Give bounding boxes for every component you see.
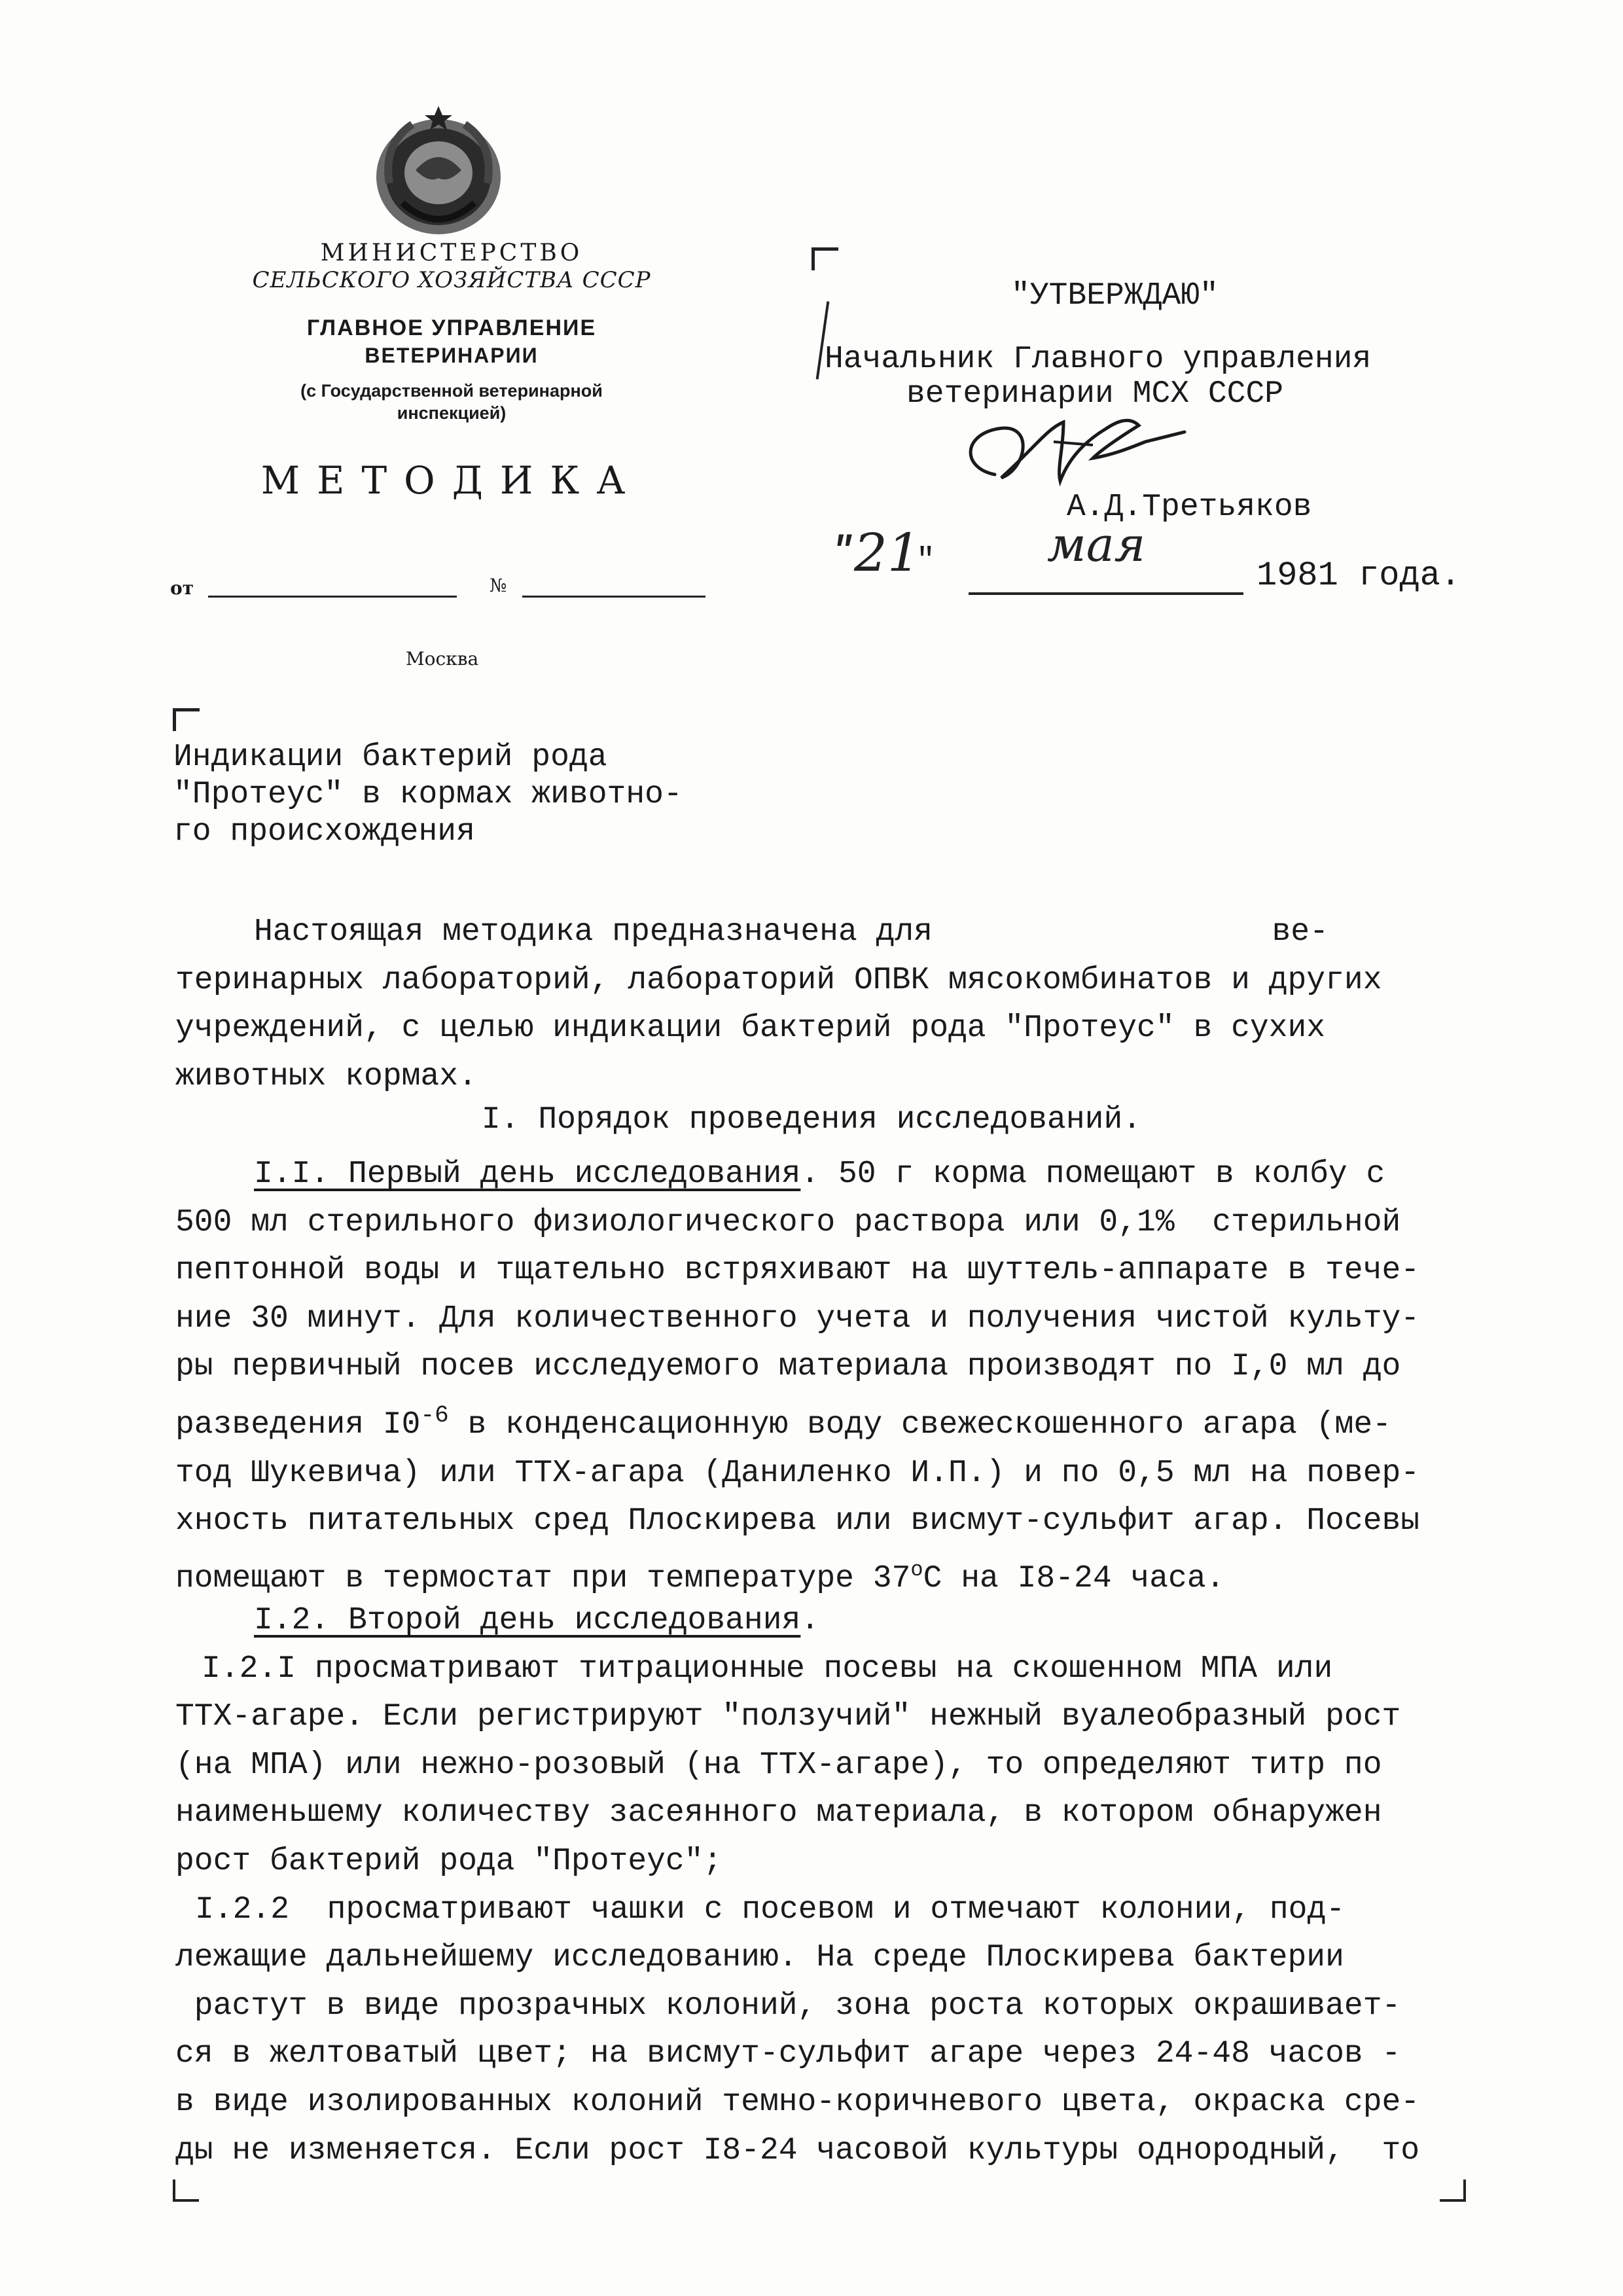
date-open-quote: ": [831, 530, 853, 572]
city-label: Москва: [406, 648, 479, 670]
intro-line: животных кормах.: [175, 1058, 477, 1094]
section-1-2-1-line: I.2.I просматривают титрационные посевы на скошенном МПА или: [202, 1651, 1333, 1687]
intro-paragraph: [175, 908, 1471, 1101]
corner-mark-bottom-left: [173, 2179, 199, 2202]
section-1-1-heading: I.I. Первый день исследования: [254, 1157, 801, 1192]
temperature-post: С на I8-24 часа.: [923, 1560, 1225, 1596]
section-1-1-line: 500 мл стерильного физиологического раствора или 0,1% стерильной: [175, 1204, 1401, 1240]
section-1-1-line: пептонной воды и тщательно встряхивают на шуттель-аппарате в тече-: [175, 1253, 1420, 1289]
department-subtitle: ВЕТЕРИНАРИИ: [365, 344, 539, 367]
section-1-2-2-line: I.2.2 просматривают чашки с посевом и отмечают колонии, под-: [195, 1892, 1346, 1928]
date-year: 1981 года.: [1257, 556, 1461, 595]
section-1-2-heading-line: [175, 1597, 1471, 1645]
department-note: [249, 380, 654, 424]
section-1-2-1-line: рост бактерий рода "Протеус";: [175, 1843, 722, 1879]
section-1-1-line: хность питательных сред Плоскирева или висмут-сульфит агар. Посевы: [175, 1503, 1420, 1539]
intro-line: теринарных лабораторий, лабораторий ОПВК мясокомбинатов и других: [175, 962, 1382, 998]
corner-mark-title: [173, 708, 200, 731]
intro-line: Настоящая методика предназначена для ве-: [254, 914, 1329, 950]
approver-position: Начальник Главного управления: [825, 342, 1372, 377]
ministry-name: МИНИСТЕРСТВО: [320, 240, 583, 266]
dilution-exponent: -6: [420, 1401, 449, 1429]
section-1-1-dilution-line: [175, 1391, 1471, 1450]
approval-title: "УТВЕРЖДАЮ": [1011, 278, 1219, 314]
section-1-2-2-line: ды не изменяется. Если рост I8-24 часовой культуры однородный, то: [175, 2132, 1420, 2168]
approver-organization: ветеринарии МСХ СССР: [906, 376, 1284, 412]
method-title-line2: "Протеус" в кормах животно-: [173, 777, 683, 812]
section-1-title: I. Порядок проведения исследований.: [481, 1102, 1142, 1138]
number-field-line: [522, 596, 705, 598]
date-month-handwritten: мая: [1047, 517, 1146, 572]
dilution-pre: разведения I0: [175, 1407, 421, 1443]
section-1-2-2-line: лежащие дальнейшему исследованию. На среде Плоскирева бактерии: [175, 1940, 1344, 1976]
temperature-pre: помещают в термостат при температуре 37: [175, 1560, 911, 1596]
section-1-1-line: ние 30 минут. Для количественного учета и получения чистой культу-: [175, 1300, 1420, 1336]
section-1-1: [175, 1151, 1471, 1603]
date-day-handwritten: 21: [854, 522, 921, 583]
intro-line: учреждений, с целью индикации бактерий рода "Протеус" в сухих: [175, 1011, 1326, 1047]
section-1-2-1-line: наименьшему количеству засеянного материала, в котором обнаружен: [175, 1795, 1382, 1831]
section-1-2-heading: I.2. Второй день исследования: [254, 1603, 801, 1638]
dilution-post: в конденсационную воду свежескошенного агара (ме-: [448, 1407, 1391, 1443]
section-1-2-2-line: растут в виде прозрачных колоний, зона роста которых окрашивает-: [175, 1988, 1401, 2024]
from-label: от: [170, 577, 194, 599]
department-name: ГЛАВНОЕ УПРАВЛЕНИЕ: [306, 315, 597, 340]
signature-icon: [949, 403, 1198, 501]
method-title-line3: го происхождения: [173, 814, 475, 850]
degree-sign: о: [910, 1557, 923, 1582]
section-1-2-1-line: ТТХ-агаре. Если регистрируют "ползучий" нежный вуалеобразный рост: [175, 1699, 1401, 1735]
section-1-2-2-line: ся в желтоватый цвет; на висмут-сульфит агаре через 24-48 часов -: [175, 2036, 1401, 2072]
section-1-1-line: тод Шукевича) или ТТХ-агара (Даниленко И.П.) и по 0,5 мл на повер-: [175, 1455, 1420, 1491]
section-1-2-heading-end: .: [800, 1603, 820, 1638]
section-1-2: [175, 1597, 1471, 2175]
date-month-line: [969, 592, 1243, 595]
corner-mark-approval: [812, 247, 838, 270]
date-close-quote: ": [916, 543, 935, 579]
corner-mark-bottom-right: [1440, 2179, 1466, 2202]
section-1-2-2-line: в виде изолированных колоний темно-коричневого цвета, окраска сре-: [175, 2084, 1420, 2120]
approver-name: А.Д.Третьяков: [1067, 490, 1312, 525]
section-1-1-last-line: [175, 1546, 1471, 1604]
document-number-row: [164, 569, 720, 609]
section-1-1-line: ры первичный посев исследуемого материала производят по I,0 мл до: [175, 1349, 1401, 1385]
document-type: МЕТОДИКА: [260, 458, 643, 503]
section-1-1-first-rest: . 50 г корма помещают в колбу с: [800, 1157, 1385, 1192]
section-1-2-1-line: (на МПА) или нежно-розовый (на ТТХ-агаре), то определяют титр по: [175, 1747, 1382, 1783]
ministry-subtitle: СЕЛЬСКОГО ХОЗЯЙСТВА СССР: [252, 267, 651, 293]
number-label: №: [490, 575, 507, 596]
department-note-line1: (с Государственной ветеринарной: [300, 381, 603, 401]
section-1-1-first-line: [175, 1151, 1471, 1199]
method-title-line1: Индикации бактерий рода: [173, 740, 607, 775]
ussr-emblem-icon: [363, 105, 514, 242]
department-note-line2: инспекцией): [397, 403, 507, 423]
date-field-line: [208, 596, 457, 598]
